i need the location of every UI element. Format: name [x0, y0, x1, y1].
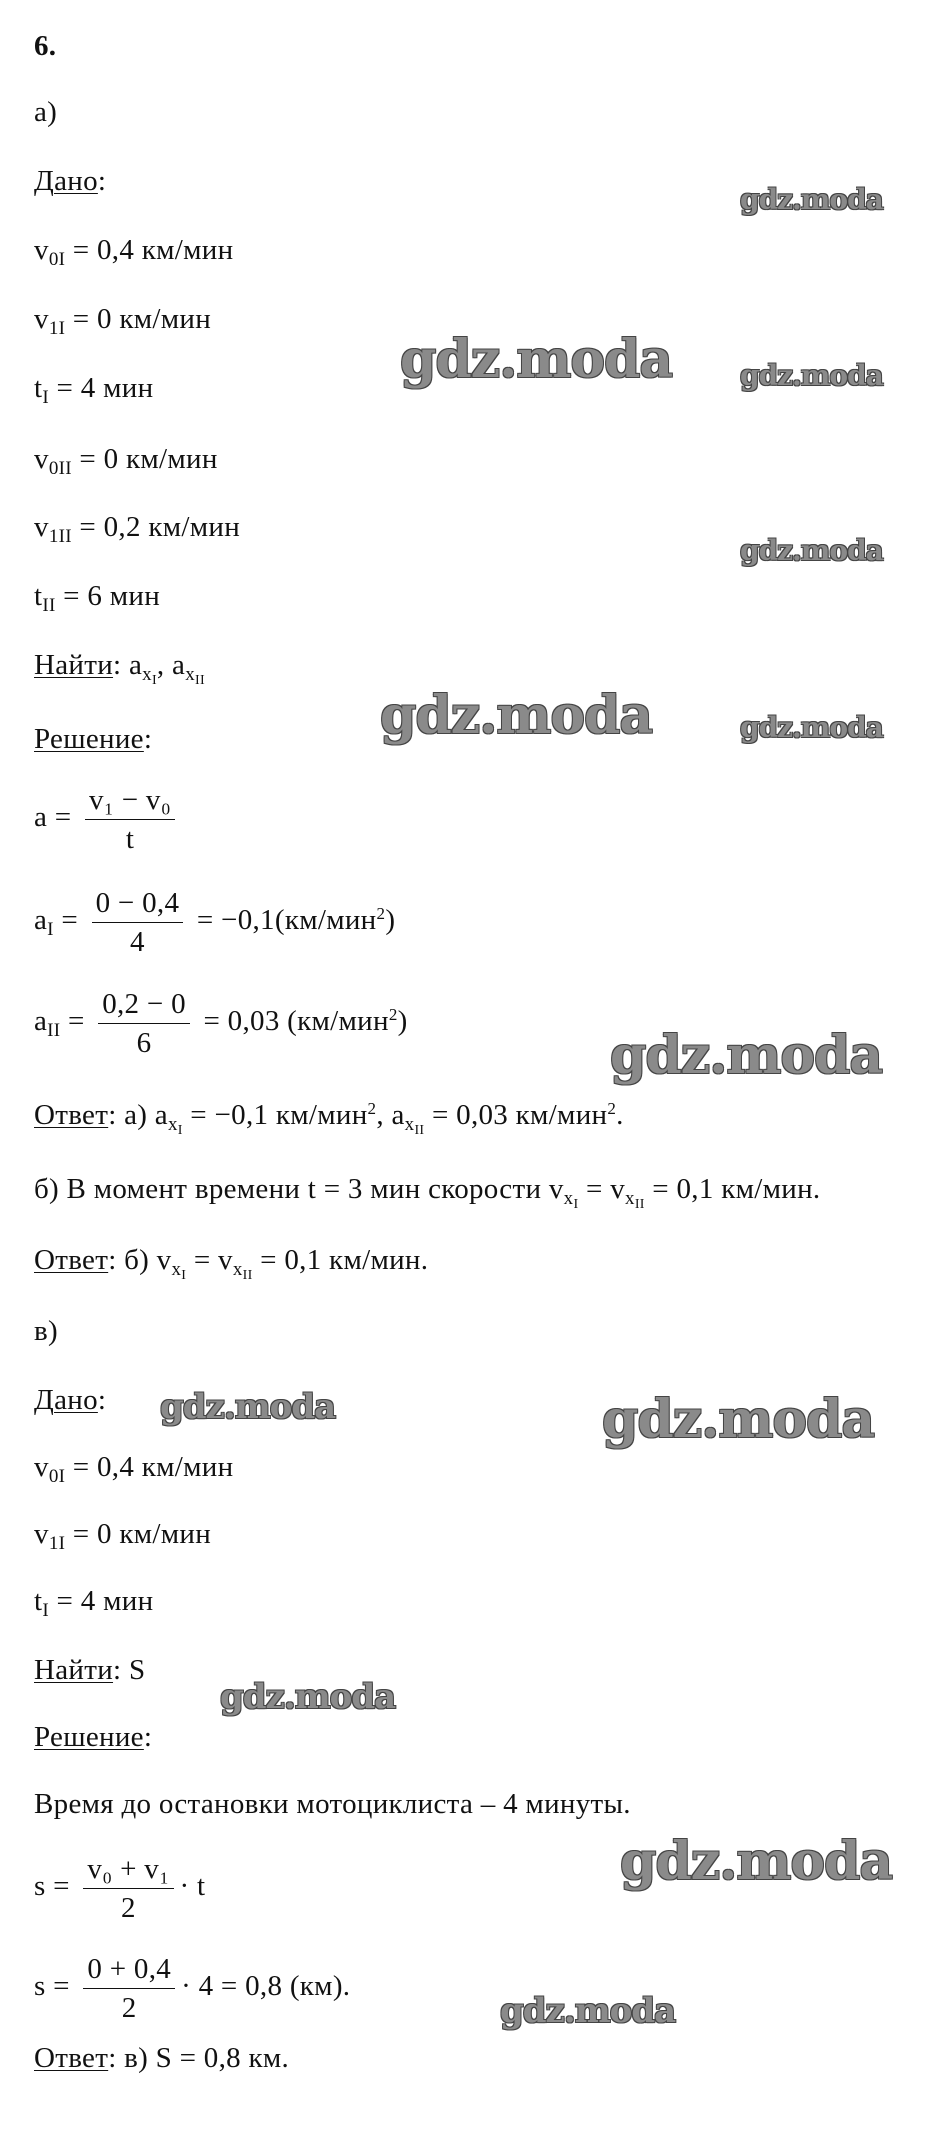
find-label: Найти: [34, 1654, 114, 1686]
var: v: [34, 234, 49, 266]
colon: :: [108, 2042, 117, 2074]
value: = 0 км/мин: [71, 443, 218, 475]
fraction: [83, 1852, 173, 1925]
var: v: [548, 1173, 564, 1205]
text: б) В момент времени t = 3 мин скорости: [34, 1173, 549, 1205]
sub: I: [177, 1123, 183, 1138]
answer-label: Ответ: [34, 1099, 109, 1131]
answer-a: [34, 1097, 624, 1138]
sub: 1I: [48, 318, 66, 339]
watermark: gdz.moda: [500, 1991, 676, 2031]
formula-distance: [34, 1852, 205, 1925]
var: v: [156, 1244, 172, 1276]
numerator: 0 − 0,4: [92, 886, 184, 923]
colon: :: [143, 1721, 153, 1753]
value: = 0,1 км/мин.: [644, 1173, 821, 1205]
fraction: [92, 886, 184, 959]
find-line-c: [34, 1652, 145, 1688]
watermark: gdz.moda: [620, 1831, 893, 1892]
denominator: 6: [136, 1027, 152, 1059]
fraction: [98, 987, 190, 1060]
part-a-label: а): [34, 96, 58, 128]
sub: II: [414, 1123, 425, 1138]
solution-label: Решение: [34, 723, 144, 755]
result: = 0,03 (км/мин: [195, 1005, 389, 1038]
value: = 0,1 км/мин.: [252, 1244, 429, 1276]
numerator: v₀ + v₁: [83, 1852, 173, 1889]
sub: x: [171, 1259, 182, 1280]
sup: 2: [388, 1005, 398, 1025]
sup: 2: [367, 1099, 377, 1118]
prefix: б): [116, 1244, 157, 1276]
sub: II: [42, 595, 56, 616]
part-b-text: [34, 1171, 821, 1212]
sub: x: [404, 1114, 415, 1135]
task-number: 6.: [34, 30, 57, 62]
given-item: [34, 441, 218, 477]
var: v: [34, 1518, 49, 1550]
var: v: [610, 1173, 625, 1205]
numerator: v₁ − v₀: [85, 783, 175, 820]
var: t: [34, 580, 43, 612]
colon: :: [97, 165, 107, 197]
sub: 1II: [48, 526, 72, 547]
eq: =: [60, 1005, 93, 1038]
value: = 0,4 км/мин: [65, 234, 234, 266]
colon: :: [97, 1384, 107, 1416]
rhs: · t: [179, 1870, 206, 1903]
sup: 2: [376, 904, 386, 924]
var: a: [128, 649, 143, 681]
denominator: 2: [121, 1892, 136, 1924]
var: t: [34, 372, 43, 404]
paren: ): [385, 904, 396, 937]
lhs: s =: [34, 1970, 78, 2003]
sub: x: [142, 664, 152, 685]
sub: x: [625, 1188, 635, 1209]
answer-label: Ответ: [34, 2042, 109, 2074]
sub: I: [47, 919, 54, 941]
eq: =: [53, 904, 86, 937]
watermark: gdz.moda: [160, 1387, 336, 1427]
colon: :: [113, 1654, 122, 1686]
value: = 0 км/мин: [65, 1518, 212, 1550]
var: v: [34, 443, 49, 475]
calc-a2: [34, 987, 408, 1060]
find-line-a: [34, 647, 205, 688]
eq: =: [186, 1244, 219, 1276]
fraction: [85, 783, 175, 856]
var: a: [391, 1099, 405, 1131]
watermark: gdz.moda: [380, 685, 653, 746]
numerator: 0 + 0,4: [83, 1952, 175, 1989]
given-item: [34, 232, 233, 268]
sub: x: [185, 664, 195, 685]
solution-heading-a: [34, 721, 152, 757]
value: = 4 мин: [49, 372, 154, 404]
watermark: gdz.moda: [610, 1025, 883, 1086]
denominator: 4: [130, 926, 145, 958]
var: v: [34, 303, 49, 335]
var: v: [218, 1244, 233, 1276]
part-c-label: в): [34, 1315, 58, 1347]
given-label: Дано: [34, 165, 98, 197]
sub: 0I: [48, 1466, 66, 1487]
given-heading-a: [34, 163, 106, 199]
find-label: Найти: [34, 649, 114, 681]
calc-c: [34, 1952, 350, 2025]
calc-a1: [34, 886, 395, 959]
var: t: [34, 1585, 43, 1617]
answer-value: в) S = 0,8 км.: [116, 2042, 290, 2074]
watermark: gdz.moda: [740, 711, 883, 744]
colon: :: [143, 723, 153, 755]
given-item: [34, 370, 153, 406]
lhs: a =: [34, 801, 79, 834]
value: = 0,4 км/мин: [65, 1451, 234, 1483]
end: .: [616, 1099, 624, 1131]
sub: I: [573, 1197, 579, 1212]
prefix: а): [116, 1099, 155, 1131]
sub: II: [47, 1020, 61, 1042]
sub: x: [232, 1259, 243, 1280]
sub: I: [42, 387, 49, 408]
sep: ,: [376, 1099, 392, 1131]
solution-label: Решение: [34, 1721, 144, 1753]
value: = 4 мин: [49, 1585, 154, 1617]
sup: 2: [607, 1099, 617, 1118]
fraction: [83, 1952, 175, 2025]
denominator: t: [125, 823, 135, 855]
sub: II: [242, 1268, 253, 1283]
colon: :: [108, 1244, 117, 1276]
sub: I: [42, 1600, 49, 1621]
watermark: gdz.moda: [220, 1677, 396, 1717]
watermark: gdz.moda: [602, 1389, 875, 1450]
sub: 1I: [48, 1533, 66, 1554]
sep: ,: [156, 649, 173, 681]
paren: ): [397, 1005, 408, 1038]
var: a: [34, 1005, 48, 1038]
sub: I: [181, 1268, 187, 1283]
value: = −0,1 км/мин: [182, 1099, 368, 1131]
var: v: [34, 1451, 49, 1483]
note: Время до остановки мотоциклиста – 4 минуты.: [34, 1788, 631, 1820]
numerator: 0,2 − 0: [98, 987, 190, 1024]
find-value: S: [121, 1654, 146, 1686]
value: = 0,2 км/мин: [71, 511, 241, 543]
sub: x: [167, 1114, 178, 1135]
answer-b: [34, 1242, 429, 1283]
rhs: · 4 = 0,8 (км).: [181, 1970, 351, 2003]
sub: II: [195, 673, 205, 688]
given-heading-c: [34, 1382, 106, 1418]
sub: II: [634, 1197, 645, 1212]
lhs: s =: [34, 1870, 78, 1903]
given-item: [34, 301, 211, 337]
solution-heading-c: [34, 1719, 152, 1755]
var: a: [172, 649, 186, 681]
var: a: [34, 904, 48, 937]
given-item: [34, 509, 240, 545]
value: = 0,03 км/мин: [424, 1099, 608, 1131]
var: a: [154, 1099, 168, 1131]
sub: x: [563, 1188, 574, 1209]
result: = −0,1(км/мин: [189, 904, 377, 937]
given-item: [34, 1516, 211, 1552]
value: = 0 км/мин: [65, 303, 212, 335]
given-item: [34, 1583, 153, 1619]
watermark: gdz.moda: [740, 183, 883, 216]
given-item: [34, 1449, 233, 1485]
sub: 0I: [48, 249, 66, 270]
var: v: [34, 511, 49, 543]
answer-label: Ответ: [34, 1244, 109, 1276]
colon: :: [108, 1099, 117, 1131]
given-label: Дано: [34, 1384, 98, 1416]
watermark: gdz.moda: [400, 329, 673, 390]
sub: I: [151, 673, 157, 688]
watermark: gdz.moda: [740, 534, 883, 567]
watermark: gdz.moda: [740, 359, 883, 392]
eq: =: [578, 1173, 611, 1205]
denominator: 2: [121, 1992, 137, 2024]
colon: :: [113, 649, 122, 681]
answer-c: [34, 2040, 289, 2076]
value: = 6 мин: [55, 580, 161, 612]
formula-acceleration: [34, 783, 181, 856]
given-item: [34, 578, 160, 614]
sub: 0II: [48, 458, 72, 479]
